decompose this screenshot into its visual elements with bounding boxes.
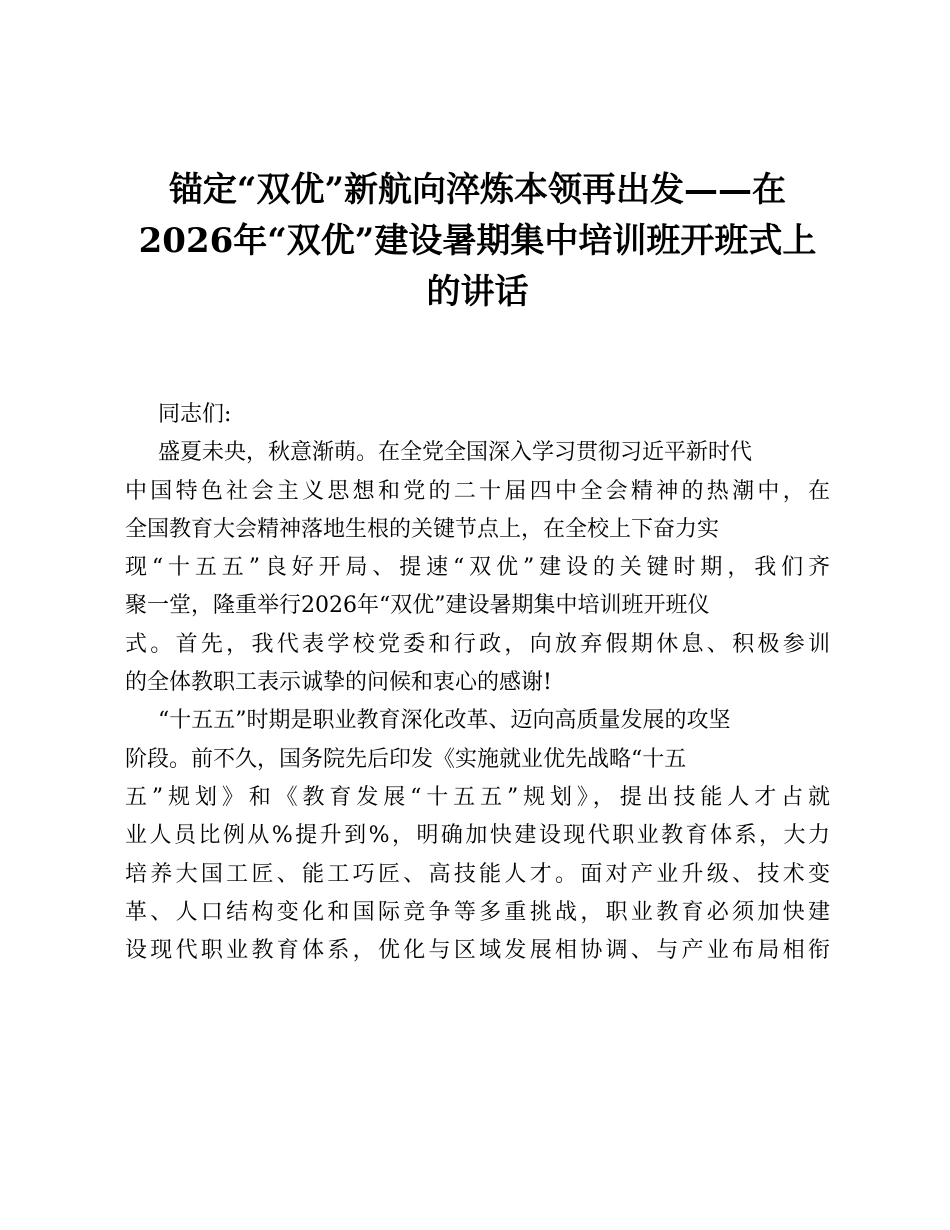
paragraph-line: 聚一堂，隆重举行2026年“双优”建设暑期集中培训班开班仪 (125, 593, 710, 619)
paragraph-line: 的全体教职工表示诚挚的问候和衷心的感谢! (125, 670, 552, 696)
paragraph-line: 盛夏未央，秋意渐萌。在全党全国深入学习贯彻习近平新时代 (158, 440, 753, 466)
paragraph (125, 702, 830, 970)
paragraph-line: 业人员比例从%提升到%，明确加快建设现代职业教育体系，大力 (125, 823, 830, 849)
paragraph-line: “十五五”时期是职业教育深化改革、迈向高质量发展的攻坚 (158, 708, 731, 734)
paragraph-line: 式。首先，我代表学校党委和行政，向放弃假期休息、积极参训 (125, 631, 830, 657)
paragraph-line: 现“十五五”良好开局、提速“双优”建设的关键时期，我们齐 (125, 555, 830, 581)
paragraph-line: 设现代职业教育体系，优化与区域发展相协调、与产业布局相衔 (125, 938, 830, 964)
paragraph-line: 阶段。前不久，国务院先后印发《实施就业优先战略“十五 (125, 746, 687, 772)
paragraph-line: 革、人口结构变化和国际竞争等多重挑战，职业教育必须加快建 (125, 899, 830, 925)
paragraph-line: 五”规划》和《教育发展“十五五”规划》，提出技能人才占就 (125, 784, 830, 810)
title-line: 锚定“双优”新航向淬炼本领再出发——在 (168, 170, 787, 210)
title-line: 的讲话 (426, 272, 529, 312)
paragraph (125, 434, 830, 702)
paragraph-line: 培养大国工匠、能工巧匠、高技能人才。面对产业升级、技术变 (125, 861, 830, 887)
salutation: 同志们: (158, 402, 232, 427)
title-line: 2026年“双优”建设暑期集中培训班开班式上 (138, 221, 817, 261)
document-body (125, 396, 830, 970)
paragraph-line: 全国教育大会精神落地生根的关键节点上，在全校上下奋力实 (125, 516, 720, 542)
paragraph-line: 中国特色社会主义思想和党的二十届四中全会精神的热潮中，在 (125, 478, 830, 504)
document-title (125, 165, 830, 318)
